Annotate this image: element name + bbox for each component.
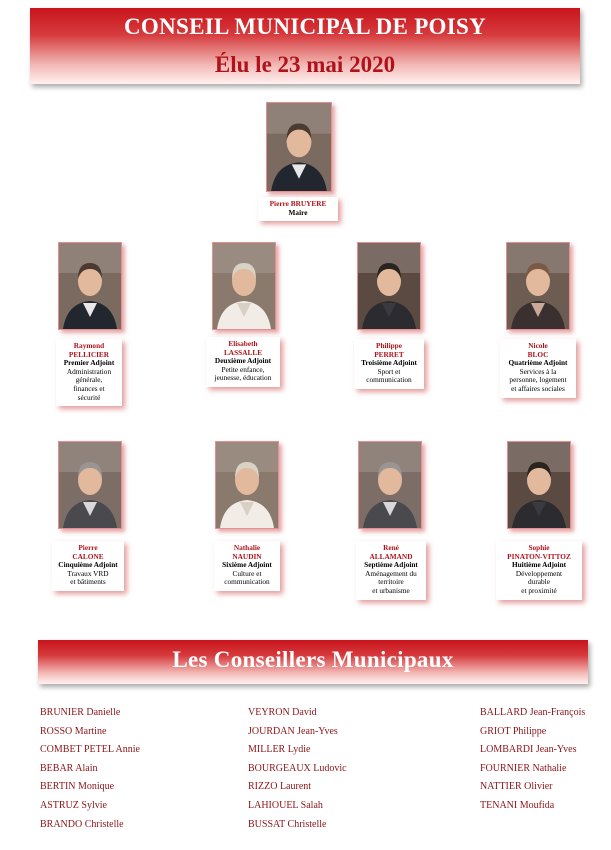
adjoint-card [496, 541, 582, 600]
portrait-image [216, 442, 278, 528]
adjoint-last-name: CALONE [72, 551, 104, 561]
adjoint-card [214, 541, 280, 591]
councillor-name: BRUNIER Danielle [40, 707, 121, 718]
adjoint-first-name: Nathalie [233, 543, 261, 552]
councillor-name: BALLARD Jean-François [480, 707, 586, 718]
councillor-name: COMBET PETEL Annie [40, 744, 140, 756]
adjoint-card [56, 339, 122, 406]
adjoint-card [52, 541, 124, 591]
portrait-image [359, 442, 421, 528]
portrait-image [507, 243, 569, 329]
adjoint-first-name: Nicole [528, 341, 548, 350]
adjoint-photo [507, 441, 571, 529]
councillor-name: FOURNIER Nathalie [480, 762, 567, 774]
adjoint-role: Deuxième Adjoint [214, 356, 272, 366]
councillor-name: BUSSAT Christelle [248, 818, 327, 830]
adjoint-description: Développement durable et proximité [515, 568, 563, 595]
mayor-name: Pierre BRUYERE [269, 199, 327, 208]
adjoint-last-name: PELLICIER [68, 349, 110, 359]
councillor-name: ROSSO Martine [40, 725, 107, 737]
adjoint-role: Quatrième Adjoint [508, 358, 568, 368]
adjoint-photo [58, 441, 122, 529]
portrait-image [59, 243, 121, 329]
councillor-name: MILLER Lydie [248, 744, 311, 756]
adjoint-photo [215, 441, 279, 529]
adjoint-card [354, 339, 424, 389]
adjoint-last-name: PERRET [374, 349, 404, 359]
adjoint-description: Administration générale, finances et sécurité [66, 366, 112, 402]
portrait-image [508, 442, 570, 528]
adjoint-role: Huitième Adjoint [511, 560, 567, 570]
adjoint-description: Services à la personne, logement et affaires sociales [509, 366, 567, 393]
adjoint-first-name: Elisabeth [228, 339, 258, 348]
adjoint-card [500, 339, 576, 398]
header-banner [30, 8, 580, 84]
mayor-card [258, 197, 338, 221]
adjoint-description: Petite enfance, jeunesse, éducation [214, 364, 272, 383]
councillor-name: NATTIER Olivier [480, 781, 553, 793]
councillors-column-3 [480, 704, 585, 816]
adjoint-first-name: René [383, 543, 399, 552]
councillors-banner [38, 640, 588, 684]
adjoint-last-name: ALLAMAND [369, 551, 413, 561]
portrait-image [358, 243, 420, 329]
adjoint-card [206, 337, 280, 387]
councillor-name: JOURDAN Jean-Yves [248, 725, 338, 737]
adjoint-photo [58, 242, 122, 330]
adjoint-photo [357, 242, 421, 330]
councillors-column-1 [40, 704, 140, 834]
councillor-name: BERTIN Monique [40, 781, 115, 793]
adjoint-photo [358, 441, 422, 529]
portrait-image [213, 243, 275, 329]
councillors-title: Les Conseillers Municipaux [172, 647, 454, 672]
councillor-name: LOMBARDI Jean-Yves [480, 744, 577, 756]
councillors-column-2 [248, 704, 347, 834]
councillor-name: LAHIOUEL Salah [248, 799, 323, 811]
adjoint-description: Sport et communication [366, 366, 412, 385]
adjoint-description: Travaux VRD et bâtiments [67, 568, 109, 587]
councillor-name: BEBAR Alain [40, 762, 98, 774]
adjoint-photo [506, 242, 570, 330]
councillor-name: BRANDO Christelle [40, 818, 124, 830]
councillor-name: GRIOT Philippe [480, 725, 547, 737]
portrait-image [59, 442, 121, 528]
adjoint-role: Cinquième Adjoint [58, 560, 118, 570]
councillor-name: RIZZO Laurent [248, 781, 312, 793]
adjoint-last-name: NAUDIN [232, 551, 262, 561]
mayor-photo [266, 102, 332, 192]
councillor-name: ASTRUZ Sylvie [40, 799, 107, 811]
adjoint-last-name: PINATON-VITTOZ [507, 551, 571, 561]
adjoint-role: Septième Adjoint [364, 560, 418, 570]
mayor-role: Maire [288, 207, 308, 217]
adjoint-first-name: Philippe [376, 341, 402, 350]
portrait-image [267, 103, 331, 191]
adjoint-first-name: Sophie [528, 543, 550, 552]
councillor-name: VEYRON David [248, 707, 317, 718]
adjoint-last-name: LASSALLE [223, 347, 263, 357]
adjoint-last-name: BLOC [527, 349, 549, 359]
adjoint-photo [212, 242, 276, 330]
adjoint-role: Sixième Adjoint [222, 560, 272, 570]
councillor-name: BOURGEAUX Ludovic [248, 762, 347, 774]
adjoint-description: Culture et communication [224, 568, 270, 587]
adjoint-first-name: Pierre [78, 543, 98, 552]
adjoint-role: Premier Adjoint [63, 358, 115, 368]
adjoint-card [356, 541, 426, 600]
adjoint-description: Aménagement du territoire et urbanisme [365, 568, 417, 595]
page-subtitle: Élu le 23 mai 2020 [214, 52, 396, 77]
adjoint-role: Troisième Adjoint [361, 358, 417, 368]
councillor-name: TENANI Moufida [480, 799, 555, 811]
page-title: CONSEIL MUNICIPAL DE POISY [123, 14, 487, 39]
adjoint-first-name: Raymond [73, 341, 105, 350]
